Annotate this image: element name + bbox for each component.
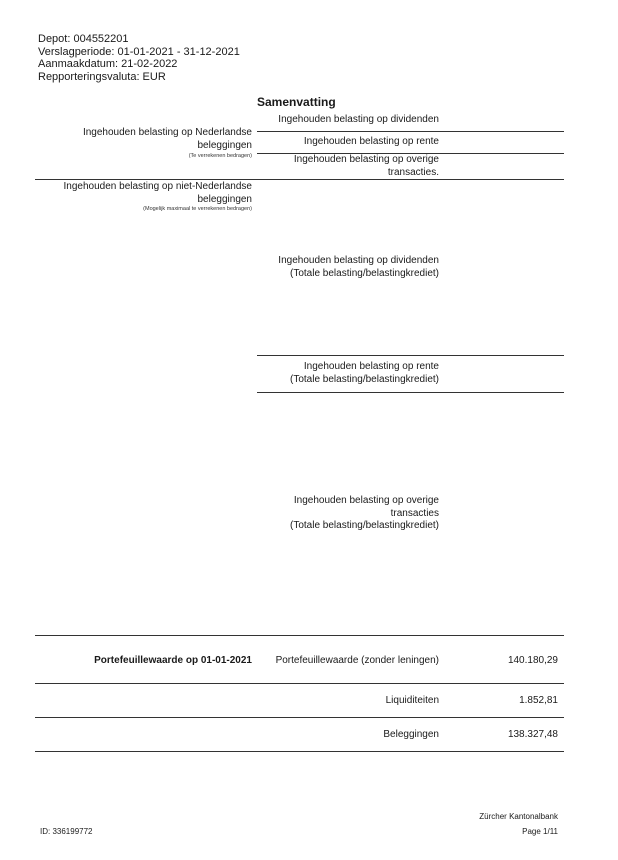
investments-label: Beleggingen [383, 729, 439, 740]
nl-other-label-line1: Ingehouden belasting op overige [293, 154, 439, 165]
non-nl-other-line3: (Totale belasting/belastingkrediet) [290, 520, 439, 531]
nl-dividends-label: Ingehouden belasting op dividenden [278, 114, 439, 125]
portfolio-bottom-divider [35, 751, 564, 752]
portfolio-top-divider [35, 635, 564, 636]
non-nl-interest-line1: Ingehouden belasting op rente [303, 361, 439, 372]
non-nl-dividends-line1: Ingehouden belasting op dividenden [278, 255, 439, 266]
non-nl-section-label-line2: beleggingen [197, 193, 252, 205]
portfolio-heading: Portefeuillewaarde op 01-01-2021 [94, 655, 252, 666]
reporting-currency: Repporteringsvaluta: EUR [38, 70, 166, 83]
nl-section-label-line2: beleggingen [197, 139, 252, 151]
non-nl-section-label-line1: Ingehouden belasting op niet-Nederlandse [63, 181, 252, 192]
summary-title: Samenvatting [257, 95, 336, 109]
non-nl-section-note: (Mogelijk maximaal te verrekenen bedragen) [143, 206, 252, 212]
depot-number: Depot: 004552201 [38, 33, 129, 45]
nl-section-note: (Te verrekenen bedragen) [188, 153, 252, 159]
non-nl-interest-line2: (Totale belasting/belastingkrediet) [290, 373, 439, 385]
header-block [38, 33, 240, 83]
nl-other-label-line2: transacties. [387, 166, 439, 178]
creation-date: Aanmaakdatum: 21-02-2022 [38, 58, 178, 70]
divider [257, 392, 564, 393]
divider [257, 131, 564, 132]
liquidity-label: Liquiditeiten [385, 695, 439, 706]
portfolio-total-value: 140.180,29 [507, 655, 558, 666]
non-nl-other-label [258, 495, 439, 533]
footer-page-number: Page 1/11 [522, 827, 558, 836]
section-divider [35, 179, 564, 180]
non-nl-interest-label [258, 361, 439, 386]
nl-other-label [258, 154, 439, 179]
divider [35, 683, 564, 684]
non-nl-dividends-line2: (Totale belasting/belastingkrediet) [290, 267, 439, 279]
report-period: Verslagperiode: 01-01-2021 - 31-12-2021 [38, 45, 240, 58]
divider [257, 355, 564, 356]
non-nl-other-line2: transacties [390, 507, 439, 519]
footer-document-id: ID: 336199772 [40, 827, 93, 836]
divider [35, 717, 564, 718]
nl-interest-label: Ingehouden belasting op rente [303, 136, 439, 147]
non-nl-section-label [40, 181, 252, 206]
non-nl-other-line1: Ingehouden belasting op overige [293, 495, 439, 506]
nl-section-label-line1: Ingehouden belasting op Nederlandse [82, 127, 252, 138]
liquidity-value: 1.852,81 [519, 695, 558, 706]
investments-value: 138.327,48 [507, 729, 558, 740]
non-nl-dividends-label [258, 255, 439, 280]
portfolio-total-label: Portefeuillewaarde (zonder leningen) [275, 655, 439, 666]
nl-section-label [40, 127, 252, 152]
footer-bank-name: Zürcher Kantonalbank [479, 812, 558, 821]
